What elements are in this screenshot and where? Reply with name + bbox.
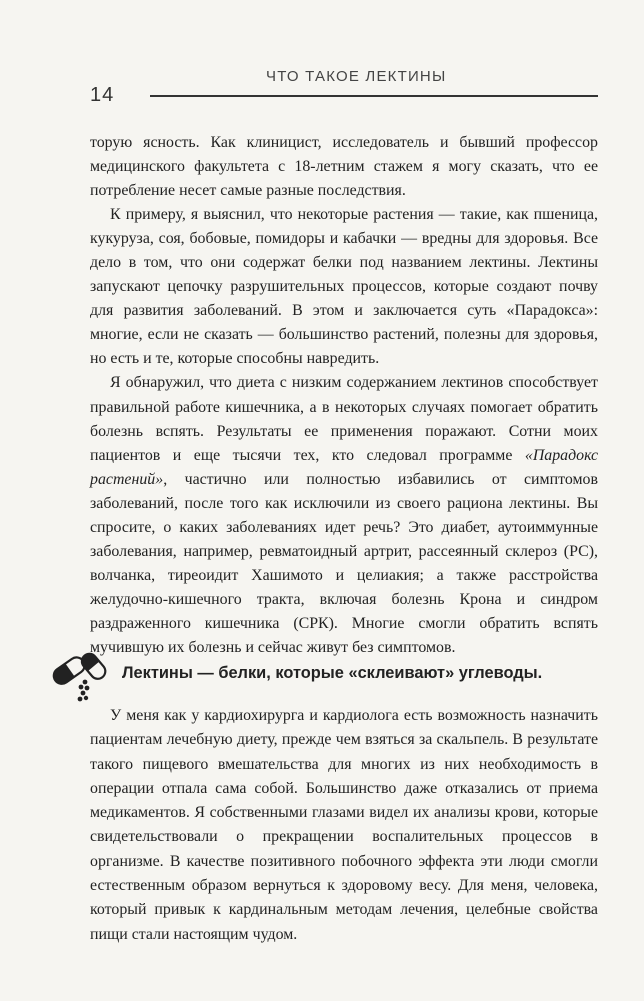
paragraph-3 — [90, 371, 598, 660]
pills-icon — [48, 648, 112, 704]
paragraph-3-part-2: , частично или полностью избавились от симптомов заболеваний, после того как исключили из своего рациона лектины. Вы спросите, о каких заболеваниях идет речь? Это диабет, аутоиммунные заболевания, например, ревматоидный артрит, рассеянный склероз (РС), волчанка, тиреоидит Хашимото и целиакия; а также расстройства желудочно-кишечного тракта, включая болезнь Крона и синдром раздраженного кишечника (СРК). Многие смогли обратить вспять мучившую их болезнь и сейчас живут без симптомов. — [90, 470, 598, 656]
callout-text: Лектины — белки, которые «склеивают» углеводы. — [122, 664, 543, 682]
book-title-italic: «Парадокс растений» — [90, 446, 598, 488]
body-text-bottom — [90, 704, 598, 947]
paragraph-4: У меня как у кардиохирурга и кардиолога есть возможность назначить пациентам лечебную диету, прежде чем взяться за скальпель. В результате такого пищевого вмешательства для многих из них необходимость в операции отпала сама собой. Большинство даже отказались от приема медикаментов. Я собственными глазами видел их анализы крови, которые свидетельствовали о прекращении воспалительных процессов в организме. В качестве позитивного побочного эффекта эти люди смогли естественным образом вернуться к здоровому весу. Для меня, человека, который привык к кардинальным методам лечения, целебные свойства пищи стали настоящим чудом. — [90, 707, 598, 943]
running-title: ЧТО ТАКОЕ ЛЕКТИНЫ — [266, 68, 447, 85]
body-text-top — [90, 131, 598, 660]
page-number: 14 — [90, 84, 115, 106]
callout — [48, 648, 608, 700]
paragraph-3-part-1: Я обнаружил, что диета с низким содержанием лектинов способствует правильной работе кишечника, а в некоторых случаях помогает обратить болезнь вспять. Результаты ее применения поражают. Сотни моих пациентов и еще тысячи тех, кто следовал программе — [90, 374, 598, 464]
page-header — [90, 64, 598, 104]
paragraph-1: торую ясность. Как клиницист, исследователь и бывший профессор медицинского факультета с 18-летним стажем я могу сказать, что ее потребление несет самые разные последствия. — [90, 134, 598, 200]
paragraph-2: К примеру, я выяснил, что некоторые растения — такие, как пшеница, кукуруза, соя, бобовые, помидоры и кабачки — вредны для здоровья. Все дело в том, что они содержат белки под названием лектины. Лектины запускают цепочку разрушительных процессов, которые создают почву для развития заболеваний. В этом и заключается суть «Парадокса»: многие, если не сказать — большинство растений, полезны для здоровья, но есть и те, которые способны навредить. — [90, 206, 598, 368]
header-rule — [150, 95, 598, 97]
